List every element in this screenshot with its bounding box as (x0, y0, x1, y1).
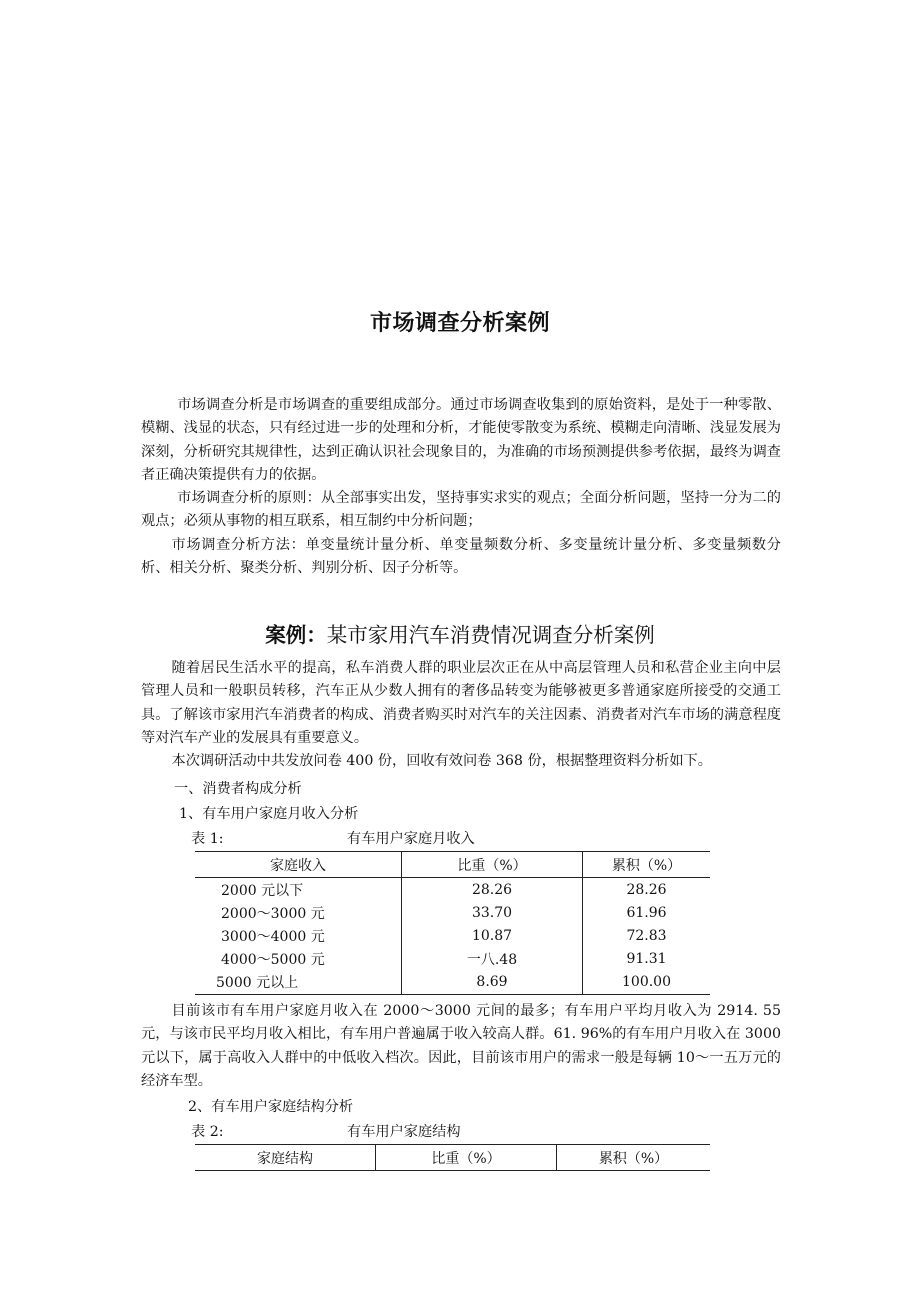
income-analysis-paragraph: 目前该市有车用户家庭月收入在 2000～3000 元间的最多；有车用户平均月收入为 2914. 55 元，与该市民平均月收入相比，有车用户普遍属于收入较高人群。61. 96%的有车用户月收入在 3000 元以下，属于高收入人群中的中低收入档次。因此，目前该市用户的需求一般是每辆 10～一五万元的经济车型。 (141, 1003, 781, 1089)
table-cell: 5000 元以上 (195, 971, 402, 995)
intro-paragraph-principles: 市场调查分析的原则：从全部事实出发，坚持事实求实的观点；全面分析问题，坚持一分为二的观点；必须从事物的相互联系，相互制约中分析问题； (141, 490, 781, 530)
table-header-cell: 累积（%） (583, 852, 711, 878)
table-cell: 2000 元以下 (195, 878, 402, 902)
table-header-cell: 家庭结构 (195, 1145, 376, 1171)
table-cell: 3000～4000 元 (195, 924, 402, 947)
table-cell: 61.96 (626, 904, 667, 921)
table-cell: 4000～5000 元 (195, 948, 402, 971)
case-paragraph-background: 随着居民生活水平的提高，私车消费人群的职业层次正在从中高层管理人员和私营企业主向中层管理人员和一般职员转移，汽车正从少数人拥有的奢侈品转变为能够被更多普通家庭所接受的交通工具。了解该市家用汽车消费者的构成、消费者购买时对汽车的关注因素、消费者对汽车市场的满意程度等对汽车产业的发展具有重要意义。 (141, 660, 781, 746)
subsection-heading-income: 1、有车用户家庭月收入分析 (179, 806, 359, 822)
table-header-cell: 累积（%） (557, 1145, 711, 1171)
table-cell: 100.00 (583, 971, 711, 995)
table-cell: 28.26 (626, 881, 667, 898)
table-row (195, 948, 710, 971)
case-heading-title: 某市家用汽车消费情况调查分析案例 (326, 623, 655, 647)
table-cell: 10.87 (402, 924, 583, 947)
income-table (195, 851, 710, 995)
table1-caption: 有车用户家庭月收入 (347, 831, 475, 847)
table-cell: 2000～3000 元 (195, 901, 402, 924)
intro-section (141, 394, 781, 580)
document-title: 市场调查分析案例 (369, 311, 550, 336)
table-cell: 33.70 (402, 901, 583, 924)
table-row (195, 971, 710, 995)
income-analysis-section (141, 1000, 781, 1093)
table-header-cell: 家庭收入 (195, 852, 402, 878)
case-heading-lead: 案例： (265, 623, 327, 647)
case-intro-section (141, 657, 781, 773)
table-row (195, 924, 710, 947)
family-structure-table (195, 1144, 710, 1171)
table-row (195, 901, 710, 924)
intro-paragraph-methods: 市场调查分析方法：单变量统计量分析、单变量频数分析、多变量统计量分析、多变量频数分析、相关分析、聚类分析、判别分析、因子分析等。 (141, 536, 781, 577)
table-cell: 72.83 (626, 927, 667, 944)
table2-label: 表 2: (191, 1124, 224, 1140)
table1-label: 表 1: (191, 831, 224, 847)
table-header-row (195, 852, 710, 878)
table-header-cell: 比重（%） (402, 852, 583, 878)
intro-paragraph-definition: 市场调查分析是市场调查的重要组成部分。通过市场调查收集到的原始资料，是处于一种零散、模糊、浅显的状态，只有经过进一步的处理和分析，才能使零散变为系统、模糊走向清晰、浅显发展为深刻，分析研究其规律性，达到正确认识社会现象目的，为准确的市场预测提供参考依据，最终为调查者正确决策提供有力的依据。 (141, 397, 781, 483)
table-header-cell: 比重（%） (376, 1145, 557, 1171)
table-row (195, 878, 710, 902)
case-heading (0, 618, 920, 648)
table-cell: 8.69 (402, 971, 583, 995)
table-cell: 一八.48 (402, 948, 583, 971)
table2-caption: 有车用户家庭结构 (347, 1124, 461, 1140)
subsection-heading-family-structure: 2、有车用户家庭结构分析 (188, 1099, 354, 1115)
section-heading-consumer-composition: 一、消费者构成分析 (174, 781, 302, 797)
table-cell: 91.31 (626, 951, 667, 968)
table-cell: 28.26 (402, 878, 583, 902)
case-paragraph-survey: 本次调研活动中共发放问卷 400 份，回收有效问卷 368 份，根据整理资料分析如下。 (171, 753, 712, 770)
table-header-row (195, 1145, 710, 1171)
